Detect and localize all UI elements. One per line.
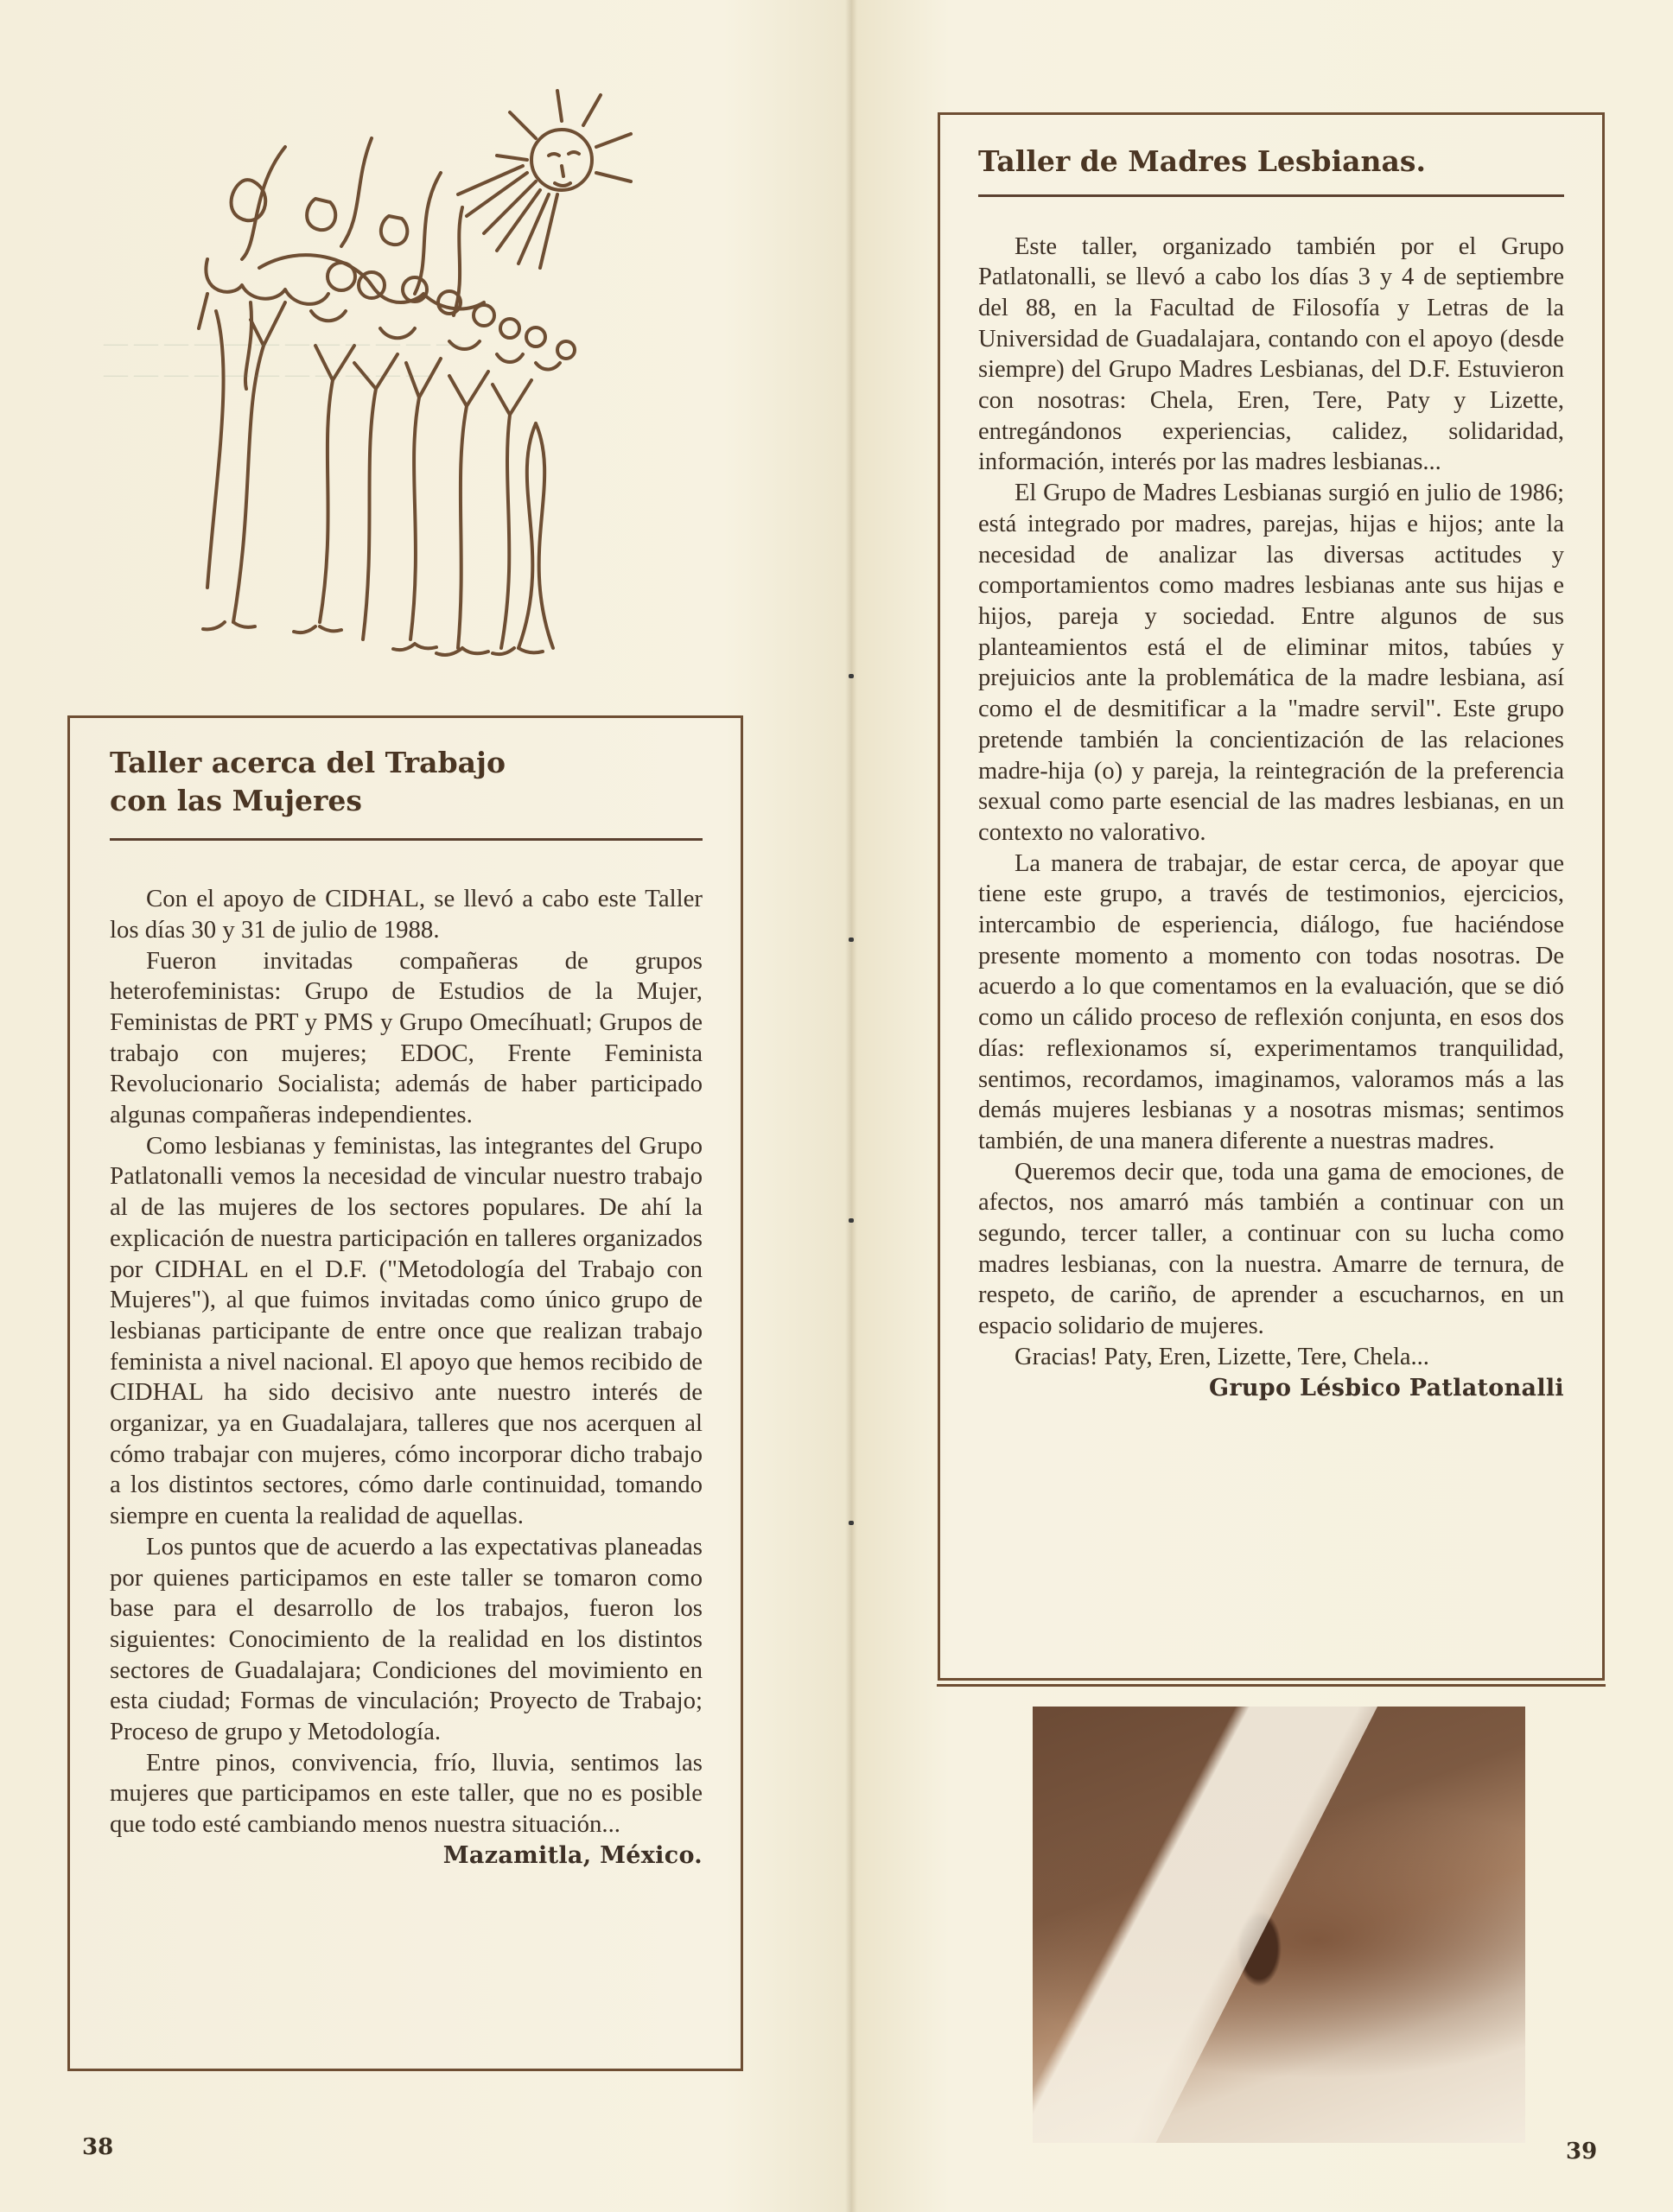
paragraph: Los puntos que de acuerdo a las expectativas planeadas por quienes participamos en este taller se tomaron como base para el desarrollo de los trabajos, fueron los siguientes: Conocimiento de la realidad en los distintos sectores de Guadalajara; Condiciones del movimiento en esta ciudad; Formas de vinculación; Proyecto de Trabajo; Proceso de grupo y Metodología. <box>110 1532 703 1746</box>
page-number-left: 38 <box>82 2134 114 2160</box>
paragraph: La manera de trabajar, de estar cerca, de apoyar que tiene este grupo, a través de testimonios, ejercicios, intercambio de esperiencia, diálogo, fue haciéndose presente momento a momento con todas nosotras. De acuerdo a lo que comentamos en la evaluación, que se dió como un cálido proceso de reflexión conjunta, en esos dos días: reflexionamos sí, experimentamos tranquilidad, sentimos, recordamos, imaginamos, valoramos más a las demás mujeres lesbianas y a nosotras mismas; sentimos también, de una manera diferente a nuestras madres. <box>978 849 1564 1154</box>
paragraph: El Grupo de Madres Lesbianas surgió en julio de 1986; está integrado por madres, parejas, hijas e hijos; ante la necesidad de analizar las diversas actitudes y comportamientos como madres lesbianas ante sus hijas e hijos, pareja y sociedad. Entre algunos de sus planteamientos está el de eliminar mitos, tabúes y prejuicios ante la problemática de la madre lesbiana, así como el de desmitificar a la "madre servil". Este grupo pretende también la concientización de las relaciones madre-hija (o) y pareja, la reintegración de la preferencia sexual como parte esencial de las madres lesbianas, en un contexto no valorativo. <box>978 480 1564 846</box>
article-title <box>110 744 703 819</box>
title-line-2: con las Mujeres <box>110 783 362 817</box>
title-line-1: Taller acerca del Trabajo <box>110 746 506 779</box>
binding-mark <box>849 1521 854 1525</box>
title-rule <box>110 838 703 841</box>
article-title: Taller de Madres Lesbianas. <box>978 144 1426 178</box>
thanks-line: Gracias! Paty, Eren, Lizette, Tere, Chela... <box>1015 1343 1429 1370</box>
paragraph: Fueron invitadas compañeras de grupos heterofeministas: Grupo de Estudios de la Mujer, Feministas de PRT y PMS y Grupo Omecíhuatl; Grupos de trabajo con mujeres; EDOC, Frente Feminista Revolucionario Socialista; además de haber participado algunas compañeras independientes. <box>110 946 703 1129</box>
page-number-right: 39 <box>1566 2139 1598 2164</box>
signoff-group: Grupo Lésbico Patlatonalli <box>1208 1374 1564 1402</box>
women-trees-illustration <box>156 86 639 691</box>
sepia-photo <box>1033 1707 1525 2143</box>
paragraph: Con el apoyo de CIDHAL, se llevó a cabo este Taller los días 30 y 31 de julio de 1988. <box>110 885 703 944</box>
signoff-location: Mazamitla, México. <box>442 1841 703 1869</box>
title-rule <box>978 194 1564 197</box>
paragraph: Queremos decir que, toda una gama de emociones, de afectos, nos amarró más también a continuar con un segundo, tercer taller, a continuar con su lucha como madres lesbianas, con la nuestra. Amarre de ternura, de respeto, de cariño, de aprender a escucharnos, en un espacio solidario de mujeres. <box>978 1158 1564 1340</box>
binding-mark <box>849 1218 854 1223</box>
article-box-madres-lesbianas <box>938 112 1605 1681</box>
paragraph: Entre pinos, convivencia, frío, lluvia, sentimos las mujeres que participamos en este taller, que no es posible que todo esté cambiando menos nuestra situación... <box>110 1748 703 1839</box>
binding-mark <box>849 938 854 942</box>
paragraph: Como lesbianas y feministas, las integrantes del Grupo Patlatonalli vemos la necesidad de vincular nuestro trabajo al de las mujeres de los sectores populares. De ahí la explicación de nuestra participación en talleres organizados por CIDHAL en el D.F. ("Metodología del Trabajo con Mujeres"), al que fuimos invitadas como único grupo de lesbianas participante de entre once que realizan trabajo feminista a nivel nacional. El apoyo que hemos recibido de CIDHAL ha sido decisivo ante nuestro interés de organizar, ya en Guadalajara, talleres que nos acerquen al cómo trabajar con mujeres, cómo incorporar dicho trabajo a los distintos sectores, cómo darle continuidad, tomando siempre en cuenta la realidad de aquellas. <box>110 1131 703 1530</box>
binding-mark <box>849 674 854 678</box>
paragraph: Este taller, organizado también por el Grupo Patlatonalli, se llevó a cabo los días 3 y 4 de septiembre del 88, en la Facultad de Filosofía y Letras de la Universidad de Guadalajara, contando con el apoyo (desde siempre) del Grupo Madres Lesbianas, del D.F. Estuvieron con nosotras: Chela, Eren, Tere, Paty y Lizette, entregándonos experiencias, calidez, solidaridad, información, interés por las madres lesbianas... <box>978 232 1564 476</box>
article-box-trabajo-mujeres <box>67 715 743 2071</box>
book-gutter <box>845 0 857 2212</box>
